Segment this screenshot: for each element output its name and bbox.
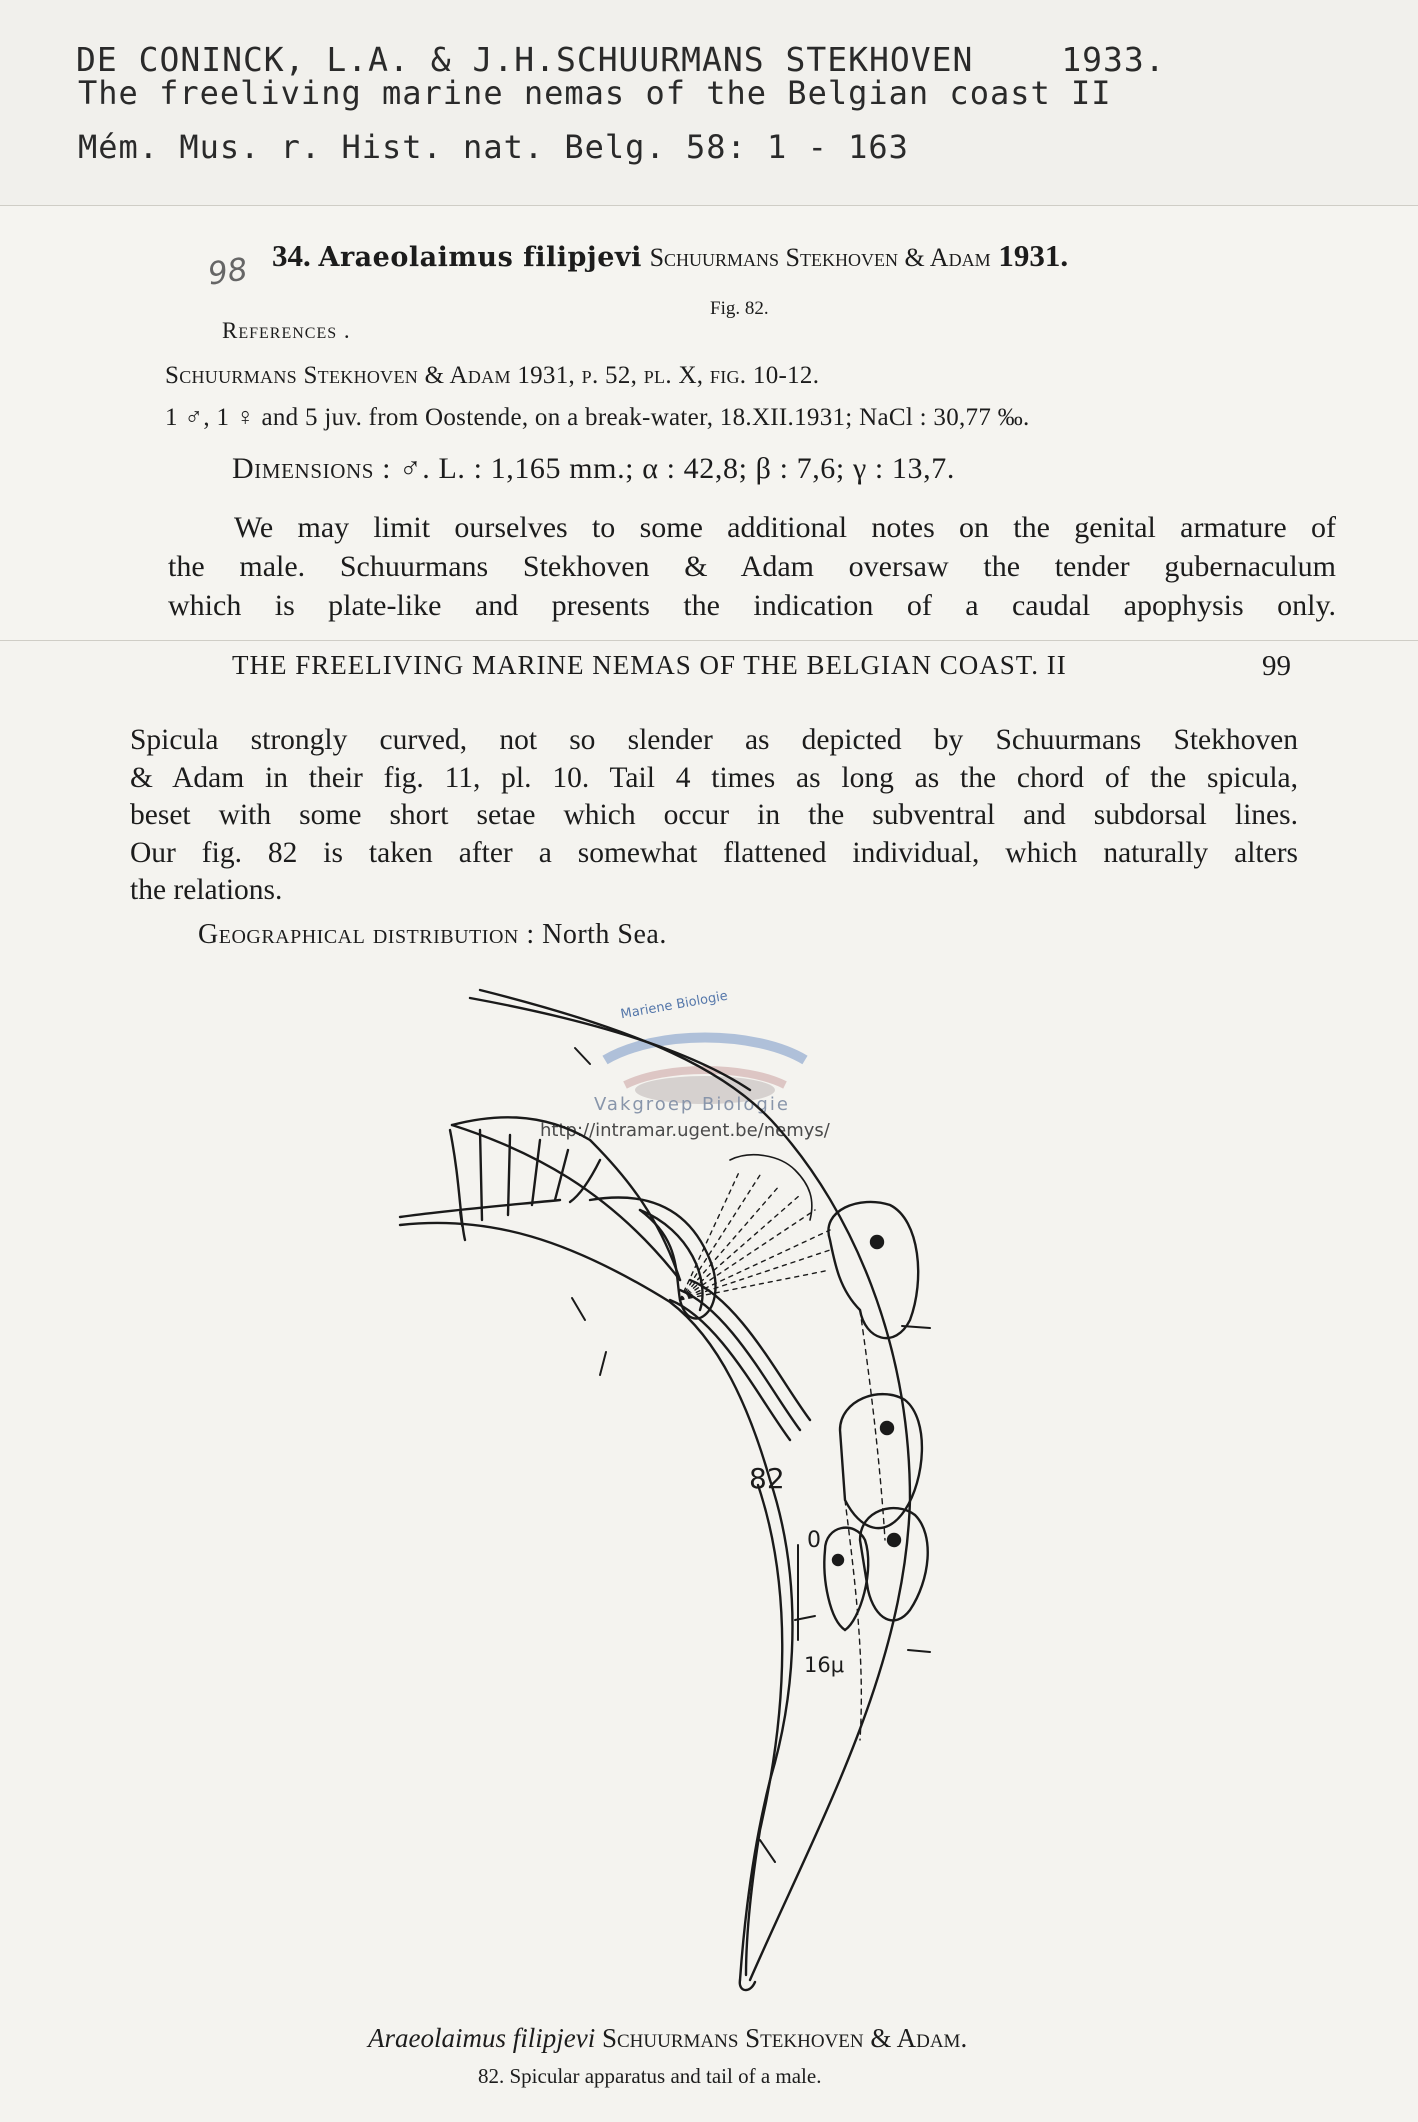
species-name: Araeolaimus filipjevi <box>318 242 642 273</box>
seta <box>572 1298 585 1320</box>
page-paragraph <box>130 722 1298 910</box>
figure-caption-text: 82. Spicular apparatus and tail of a male. <box>478 2064 822 2088</box>
page-number: 99 <box>1262 650 1291 682</box>
species-heading <box>272 238 1068 274</box>
paragraph-line: Spicula strongly curved, not so slender as depicted by Schuurmans Stekhoven <box>130 724 1298 756</box>
paragraph-line: the relations. <box>130 874 283 906</box>
material-line: 1 ♂, 1 ♀ and 5 juv. from Oostende, on a break-water, 18.XII.1931; NaCl : 30,77 ‰. <box>165 404 1030 431</box>
species-year: 1931. <box>998 238 1069 273</box>
paragraph-line: We may limit ourselves to some additional notes on the genital armature of <box>234 511 1336 544</box>
references-label: References . <box>222 318 351 343</box>
dorsal-outline <box>480 990 910 1980</box>
paragraph-line: beset with some short setae which occur in the subventral and subdorsal lines. <box>130 799 1298 831</box>
ventral-outline <box>400 1223 793 1980</box>
tail-tip <box>740 1980 755 1990</box>
caption-authors: Schuurmans Stekhoven & Adam. <box>601 2023 968 2053</box>
watermark-url: http://intramar.ugent.be/nemys/ <box>540 1120 830 1141</box>
paragraph-line: Our fig. 82 is taken after a somewhat flattened individual, which naturally alters <box>130 836 1298 869</box>
dimensions-line <box>232 452 955 486</box>
citation-journal: Mém. Mus. r. Hist. nat. Belg. 58: 1 - 163 <box>78 128 909 166</box>
dimensions-label: Dimensions : <box>232 452 392 485</box>
paragraph-line: which is plate-like and presents the indication of a caudal apophysis only. <box>168 589 1336 622</box>
seta <box>575 1048 590 1064</box>
citation-card <box>0 0 1418 206</box>
paragraph-line: & Adam in their fig. 11, pl. 10. Tail 4 times as long as the chord of the spicula, <box>130 761 1298 794</box>
scale-bottom-label: 16μ <box>804 1653 845 1677</box>
seta <box>908 1650 930 1652</box>
geographical-distribution <box>198 919 667 951</box>
dimensions-value: ♂. L. : 1,165 mm.; α : 42,8; β : 7,6; γ : 13,7. <box>399 452 955 485</box>
seta <box>760 1840 775 1862</box>
figure-caption <box>368 2023 967 2054</box>
species-number: 34. <box>272 238 311 273</box>
watermark-top-text: Mariene Biologie <box>619 988 729 1023</box>
paragraph-line: the male. Schuurmans Stekhoven & Adam oversaw the tender gubernaculum <box>168 550 1336 583</box>
caption-species: Araeolaimus filipjevi <box>368 2023 596 2053</box>
citation-title: The freeliving marine nemas of the Belgian coast II <box>78 74 1112 112</box>
figure-label: 82 <box>749 1462 785 1495</box>
species-authors: Schuurmans Stekhoven & Adam <box>649 243 991 272</box>
geo-label: Geographical distribution <box>198 919 519 950</box>
watermark-bottom-text: Vakgroep Biologie <box>594 1094 790 1115</box>
citation-year: 1933. <box>1061 40 1166 79</box>
scale-top-label: 0 <box>807 1528 821 1553</box>
handwritten-number: 98 <box>205 251 250 293</box>
running-head: THE FREELIVING MARINE NEMAS OF THE BELGIAN COAST. II <box>232 650 1067 680</box>
citation-authors: DE CONINCK, L.A. & J.H.SCHUURMANS STEKHOVEN 1933. <box>76 40 1166 79</box>
geo-value: : North Sea. <box>526 919 667 950</box>
reference-line: Schuurmans Stekhoven & Adam 1931, p. 52, pl. X, fig. 10-12. <box>165 362 820 389</box>
entry-paragraph <box>168 508 1336 625</box>
figure-reference: Fig. 82. <box>710 298 769 319</box>
nematode-tail-drawing <box>390 980 1070 2000</box>
seta <box>600 1352 606 1375</box>
gland-cell <box>860 1508 928 1620</box>
